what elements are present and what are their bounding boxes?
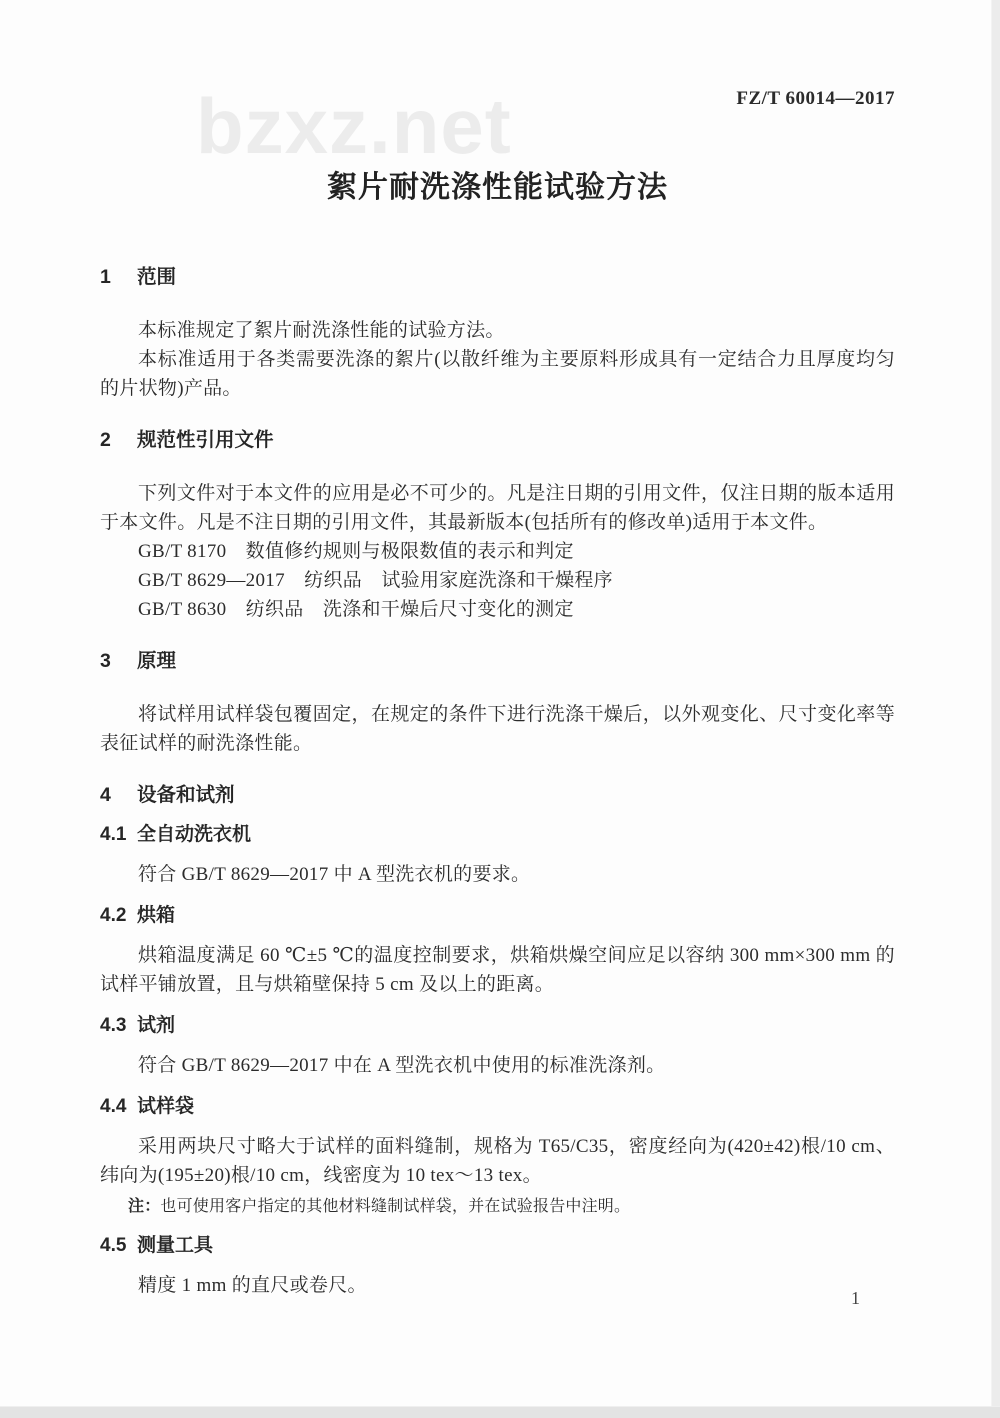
paragraph: 将试样用试样袋包覆固定，在规定的条件下进行洗涤干燥后，以外观变化、尺寸变化率等表征试样的耐洗涤性能。 bbox=[100, 704, 895, 754]
section-4-4-body bbox=[100, 1132, 895, 1219]
section-3-title: 原理 bbox=[137, 650, 177, 672]
section-4-3-number: 4.3 bbox=[100, 1015, 127, 1036]
paragraph: 本标准规定了絮片耐洗涤性能的试验方法。 bbox=[138, 320, 505, 341]
note-text: 也可使用客户指定的其他材料缝制试样袋，并在试验报告中注明。 bbox=[160, 1198, 631, 1215]
section-4-5-title: 测量工具 bbox=[137, 1235, 214, 1256]
page-number: 1 bbox=[851, 1288, 860, 1308]
section-1-number: 1 bbox=[100, 266, 111, 288]
section-4-5-body bbox=[100, 1271, 895, 1300]
page-content bbox=[100, 82, 895, 1300]
note bbox=[128, 1194, 895, 1219]
section-4-5-heading bbox=[100, 1233, 895, 1259]
section-4-3-heading bbox=[100, 1013, 895, 1039]
section-4-1-title: 全自动洗衣机 bbox=[137, 824, 252, 845]
section-4-1-number: 4.1 bbox=[100, 824, 127, 845]
paragraph: 符合 GB/T 8629—2017 中 A 型洗衣机的要求。 bbox=[138, 864, 531, 885]
section-2-title: 规范性引用文件 bbox=[137, 429, 274, 451]
section-4-heading bbox=[100, 782, 895, 808]
paragraph: 烘箱温度满足 60 ℃±5 ℃的温度控制要求，烘箱烘燥空间应足以容纳 300 mm×300 mm 的试样平铺放置，且与烘箱壁保持 5 cm 及以上的距离。 bbox=[100, 945, 895, 995]
section-4-number: 4 bbox=[100, 784, 111, 806]
section-2-number: 2 bbox=[100, 429, 111, 451]
section-4-2-title: 烘箱 bbox=[137, 905, 176, 926]
section-scope bbox=[100, 264, 895, 403]
section-normative-references bbox=[100, 427, 895, 624]
section-4-4-heading bbox=[100, 1094, 895, 1120]
page-edge-right bbox=[991, 0, 1000, 1418]
section-3-body bbox=[100, 700, 895, 758]
section-2-body bbox=[100, 479, 895, 624]
paragraph: 本标准适用于各类需要洗涤的絮片(以散纤维为主要原料形成具有一定结合力且厚度均匀的片状物)产品。 bbox=[100, 349, 895, 399]
standard-code: FZ/T 60014—2017 bbox=[736, 88, 895, 109]
document-title: 絮片耐洗涤性能试验方法 bbox=[327, 171, 668, 204]
section-4-4-number: 4.4 bbox=[100, 1096, 127, 1117]
section-4-5-number: 4.5 bbox=[100, 1235, 127, 1256]
section-4-2-heading bbox=[100, 903, 895, 929]
reference-item: GB/T 8170 数值修约规则与极限数值的表示和判定 bbox=[138, 541, 574, 562]
paragraph: 采用两块尺寸略大于试样的面料缝制，规格为 T65/C35，密度经向为(420±42)根/10 cm、纬向为(195±20)根/10 cm，线密度为 10 tex～13 tex。 bbox=[100, 1136, 895, 1186]
section-1-title: 范围 bbox=[137, 266, 177, 288]
page-edge-bottom bbox=[0, 1406, 1000, 1418]
watermark-text: bzxz.net bbox=[196, 82, 512, 170]
section-equipment-reagents bbox=[100, 782, 895, 1300]
section-4-4-title: 试样袋 bbox=[137, 1096, 195, 1117]
section-4-title: 设备和试剂 bbox=[137, 784, 235, 806]
reference-item: GB/T 8630 纺织品 洗涤和干燥后尺寸变化的测定 bbox=[138, 599, 574, 620]
section-4-1-body bbox=[100, 860, 895, 889]
section-2-heading bbox=[100, 427, 895, 453]
reference-item: GB/T 8629—2017 纺织品 试验用家庭洗涤和干燥程序 bbox=[138, 570, 613, 591]
section-3-number: 3 bbox=[100, 650, 111, 672]
paragraph: 精度 1 mm 的直尺或卷尺。 bbox=[138, 1275, 367, 1296]
note-label: 注： bbox=[128, 1198, 161, 1215]
section-1-body bbox=[100, 316, 895, 403]
section-4-2-number: 4.2 bbox=[100, 905, 127, 926]
section-4-3-title: 试剂 bbox=[137, 1015, 176, 1036]
section-1-heading bbox=[100, 264, 895, 290]
section-4-3-body bbox=[100, 1051, 895, 1080]
section-3-heading bbox=[100, 648, 895, 674]
section-principle bbox=[100, 648, 895, 758]
paragraph: 下列文件对于本文件的应用是必不可少的。凡是注日期的引用文件，仅注日期的版本适用于本文件。凡是不注日期的引用文件，其最新版本(包括所有的修改单)适用于本文件。 bbox=[100, 483, 895, 533]
paragraph: 符合 GB/T 8629—2017 中在 A 型洗衣机中使用的标准洗涤剂。 bbox=[138, 1055, 666, 1076]
section-4-1-heading bbox=[100, 822, 895, 848]
section-4-2-body bbox=[100, 941, 895, 999]
